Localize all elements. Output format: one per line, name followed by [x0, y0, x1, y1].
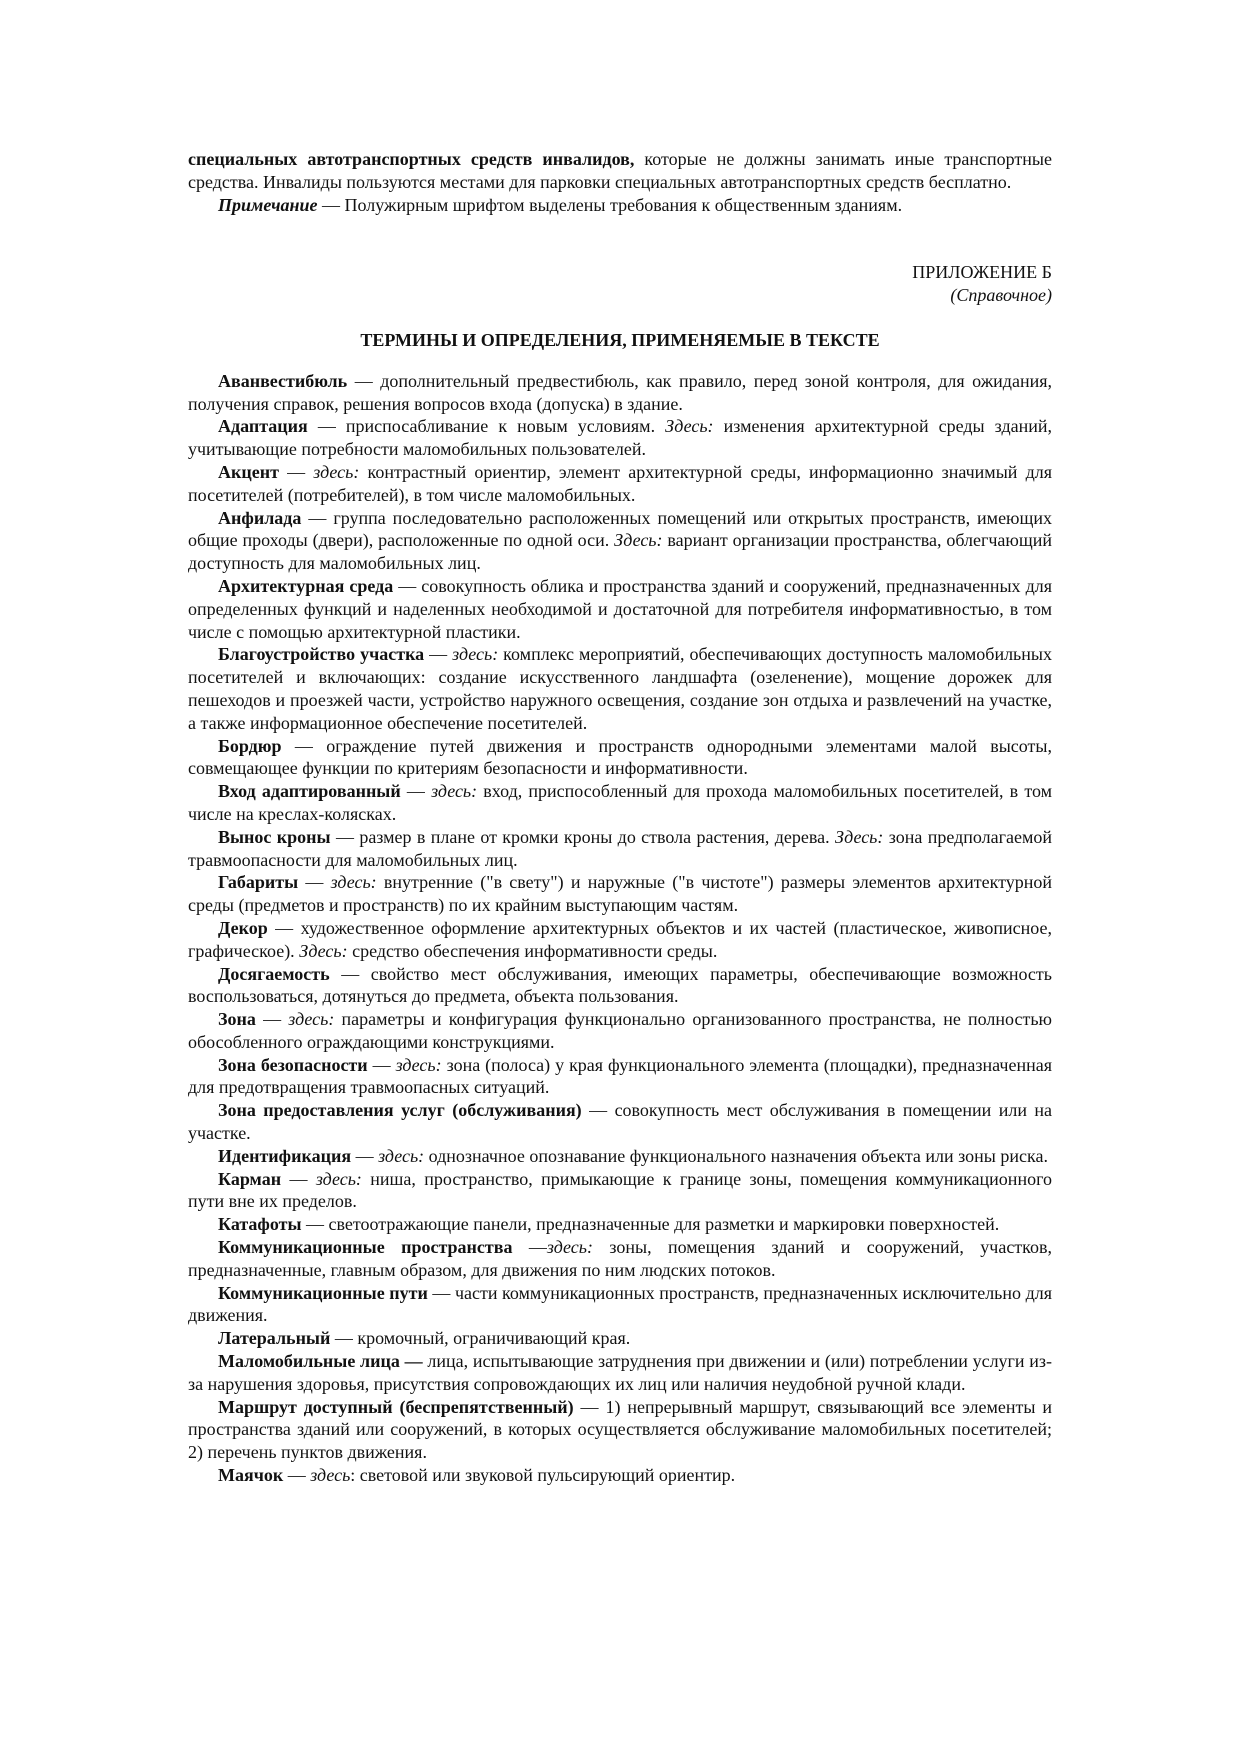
- term-definition: [188, 1396, 1052, 1464]
- term-text: комплекс мероприятий, обеспечивающих доступность маломобильных посетителей и включающих: создание искусственного ландшафта (озеленение), мощение дорожек для пешеходов и проезжей части, устройство наружного освещения, создание зон отдыха и развлечений на участке, а также информационное обеспечение посетителей.: [188, 644, 1052, 733]
- term-text: совокупность мест обслуживания в помещении или на участке.: [188, 1100, 1053, 1144]
- note-text: — Полужирным шрифтом выделены требования к общественным зданиям.: [317, 194, 903, 215]
- term-name: Латеральный: [218, 1328, 331, 1349]
- term-text: внутренние ("в свету") и наружные ("в чистоте") размеры элементов архитектурной среды (предметов и пространств) по их крайним выступающим частям.: [188, 872, 1053, 916]
- term-text-extra: вариант организации пространства, облегчающий доступность для маломобильных лиц.: [188, 530, 1052, 574]
- term-name: Коммуникационные пространства: [218, 1237, 513, 1258]
- term-dash: —: [427, 1282, 455, 1303]
- term-name: Маломобильные лица —: [218, 1351, 423, 1372]
- intro-paragraph: [188, 148, 1052, 194]
- term-dash: —: [581, 1100, 615, 1121]
- term-definition: [188, 1464, 1052, 1487]
- term-qualifier: здесь:: [378, 1145, 425, 1166]
- term-definition: [188, 575, 1052, 643]
- term-name: Досягаемость: [218, 963, 330, 984]
- term-qualifier: здесь:: [395, 1054, 442, 1075]
- term-qualifier-extra: Здесь:: [834, 826, 884, 847]
- term-text: размер в плане от кромки кроны до ствола растения, дерева.: [359, 826, 835, 847]
- term-definition: [188, 1054, 1052, 1100]
- term-definition: [188, 643, 1052, 734]
- term-qualifier-extra: Здесь:: [665, 416, 714, 437]
- term-definition: [188, 963, 1052, 1009]
- term-text: зона (полоса) у края функционального элемента (площадки), предназначенная для предотвращения травмоопасных ситуаций.: [188, 1054, 1052, 1098]
- term-dash: —: [255, 1009, 289, 1030]
- term-definition: [188, 1327, 1052, 1350]
- term-definition: [188, 1008, 1052, 1054]
- term-text: однозначное опознавание функционального назначения объекта или зоны риска.: [424, 1145, 1048, 1166]
- term-text: ниша, пространство, примыкающие к границе зоны, помещения коммуникационного пути вне их пределов.: [188, 1168, 1053, 1212]
- term-text-extra: средство обеспечения информативности среды.: [347, 940, 718, 961]
- term-dash: —: [351, 1145, 379, 1166]
- term-text: кромочный, ограничивающий края.: [357, 1328, 631, 1349]
- note-label: Примечание: [218, 194, 318, 215]
- term-text: свойство мест обслуживания, имеющих параметры, обеспечивающие возможность воспользоваться, дотянуться до предмета, объекта пользования.: [188, 963, 1052, 1007]
- term-name: Декор: [218, 917, 268, 938]
- term-dash: —: [267, 917, 301, 938]
- term-dash: —: [330, 826, 360, 847]
- term-text: зоны, помещения зданий и сооружений, участков, предназначенные, главным образом, для движения по ним людских потоков.: [188, 1237, 1053, 1280]
- term-text: части коммуникационных пространств, предназначенных исключительно для движения.: [188, 1282, 1052, 1326]
- term-qualifier: здесь:: [431, 781, 478, 802]
- appendix-title: ПРИЛОЖЕНИЕ Б: [912, 262, 1052, 283]
- terms-list: [188, 370, 1052, 1487]
- term-text: дополнительный предвестибюль, как правило, перед зоной контроля, для ожидания, получения справок, решения вопросов входа (допуска) в здание.: [188, 370, 1052, 414]
- term-definition: [188, 1282, 1052, 1328]
- term-dash: —: [278, 461, 314, 482]
- term-dash: —: [283, 1465, 311, 1486]
- term-definition: [188, 1168, 1052, 1214]
- term-dash: —: [301, 1214, 329, 1235]
- term-text-extra: зона предполагаемой травмоопасности для маломобильных лиц.: [188, 826, 1053, 870]
- term-definition: [188, 871, 1052, 917]
- term-text: 1) непрерывный маршрут, связывающий все элементы и пространства зданий или сооружений, в которых осуществляется обслуживание маломобильных посетителей; 2) перечень пунктов движения.: [188, 1396, 1052, 1463]
- term-definition: [188, 1099, 1052, 1145]
- term-definition: [188, 370, 1052, 416]
- term-text: приспосабливание к новым условиям.: [345, 416, 666, 437]
- document-page: [188, 148, 1052, 1487]
- term-qualifier: здесь:: [452, 644, 499, 665]
- term-name: Адаптация: [218, 416, 308, 437]
- term-qualifier: здесь:: [288, 1009, 335, 1030]
- term-dash: —: [400, 781, 432, 802]
- term-name: Маршрут доступный (беспрепятственный): [218, 1396, 574, 1417]
- term-text: параметры и конфигурация функционально организованного пространства, не полностью обособленного ограждающими конструкциями.: [188, 1009, 1053, 1052]
- term-dash: —: [301, 507, 334, 528]
- term-definition: [188, 917, 1052, 963]
- term-text: : световой или звуковой пульсирующий ориентир.: [350, 1465, 736, 1486]
- term-definition: [188, 461, 1052, 507]
- term-dash: —: [281, 735, 327, 756]
- term-definition: [188, 507, 1052, 575]
- term-dash: —: [512, 1237, 547, 1258]
- term-name: Аванвестибюль: [218, 370, 348, 391]
- term-definition: [188, 1350, 1052, 1396]
- term-definition: [188, 1145, 1052, 1168]
- term-qualifier-extra: Здесь:: [614, 530, 663, 551]
- note-paragraph: [188, 194, 1052, 217]
- term-text: лица, испытывающие затруднения при движении и (или) потреблении услуги из-за нарушения здоровья, присутствия сопровождающих их лиц или наличия неудобной ручной клади.: [188, 1351, 1053, 1394]
- term-text: художественное оформление архитектурных объектов и их частей (пластическое, живописное, графическое).: [188, 917, 1053, 961]
- term-name: Благоустройство участка: [218, 644, 425, 665]
- term-dash: —: [367, 1054, 396, 1075]
- term-text-extra: изменения архитектурной среды зданий, учитывающие потребности маломобильных пользователей.: [188, 416, 1053, 460]
- intro-bold-lead: специальных автотранспортных средств инвалидов,: [188, 149, 635, 169]
- section-title: ТЕРМИНЫ И ОПРЕДЕЛЕНИЯ, ПРИМЕНЯЕМЫЕ В ТЕКСТЕ: [360, 329, 880, 350]
- term-text: контрастный ориентир, элемент архитектурной среды, информационно значимый для посетителей (потребителей), в том числе маломобильных.: [188, 461, 1053, 505]
- intro-text: которые не должны занимать иные транспортные средства. Инвалиды пользуются местами для парковки специальных автотранспортных средств бесплатно.: [188, 149, 1053, 192]
- term-name: Карман: [218, 1168, 282, 1189]
- term-dash: —: [393, 575, 422, 596]
- term-dash: —: [573, 1396, 606, 1417]
- term-name: Идентификация: [218, 1145, 352, 1166]
- term-dash: —: [424, 644, 453, 665]
- term-name: Вынос кроны: [218, 826, 331, 847]
- term-qualifier: здесь:: [546, 1237, 593, 1258]
- term-name: Катафоты: [218, 1214, 302, 1235]
- term-text: светоотражающие панели, предназначенные для разметки и маркировки поверхностей.: [328, 1214, 1000, 1235]
- term-text: вход, приспособленный для прохода маломобильных посетителей, в том числе на креслах-колясках.: [188, 781, 1053, 824]
- term-name: Зона безопасности: [218, 1054, 368, 1075]
- term-name: Анфилада: [218, 507, 302, 528]
- term-definition: [188, 826, 1052, 872]
- term-name: Габариты: [218, 872, 299, 893]
- term-name: Вход адаптированный: [218, 781, 401, 802]
- term-name: Архитектурная среда: [218, 575, 394, 596]
- term-qualifier: здесь:: [313, 461, 360, 482]
- term-name: Коммуникационные пути: [218, 1282, 428, 1303]
- term-dash: —: [281, 1168, 316, 1189]
- term-text: совокупность облика и пространства зданий и сооружений, предназначенных для определенных функций и наделенных необходимой и достаточной для потребителя информативностью, в том числе с помощью архитектурной пластики.: [188, 575, 1052, 642]
- term-definition: [188, 1236, 1052, 1282]
- term-dash: —: [298, 872, 331, 893]
- term-definition: [188, 1213, 1052, 1236]
- term-dash: —: [347, 370, 381, 391]
- term-definition: [188, 735, 1052, 781]
- term-dash: —: [307, 416, 346, 437]
- term-qualifier-extra: Здесь:: [299, 940, 348, 961]
- term-name: Бордюр: [218, 735, 282, 756]
- term-name: Акцент: [218, 461, 279, 482]
- term-text: ограждение путей движения и пространств однородными элементами малой высоты, совмещающее функции по критериям безопасности и информативности.: [188, 735, 1052, 779]
- term-qualifier: здесь:: [315, 1168, 362, 1189]
- term-qualifier: здесь: [310, 1465, 351, 1486]
- term-name: Зона: [218, 1009, 256, 1030]
- term-qualifier: здесь:: [330, 872, 377, 893]
- term-definition: [188, 780, 1052, 826]
- term-name: Маячок: [218, 1465, 284, 1486]
- term-text: группа последовательно расположенных помещений или открытых пространств, имеющих общие проходы (двери), расположенные по одной оси.: [188, 507, 1053, 551]
- appendix-subtitle: (Справочное): [950, 285, 1052, 306]
- term-definition: [188, 415, 1052, 461]
- term-dash: —: [330, 1328, 358, 1349]
- term-dash: —: [329, 963, 371, 984]
- term-name: Зона предоставления услуг (обслуживания): [218, 1100, 582, 1121]
